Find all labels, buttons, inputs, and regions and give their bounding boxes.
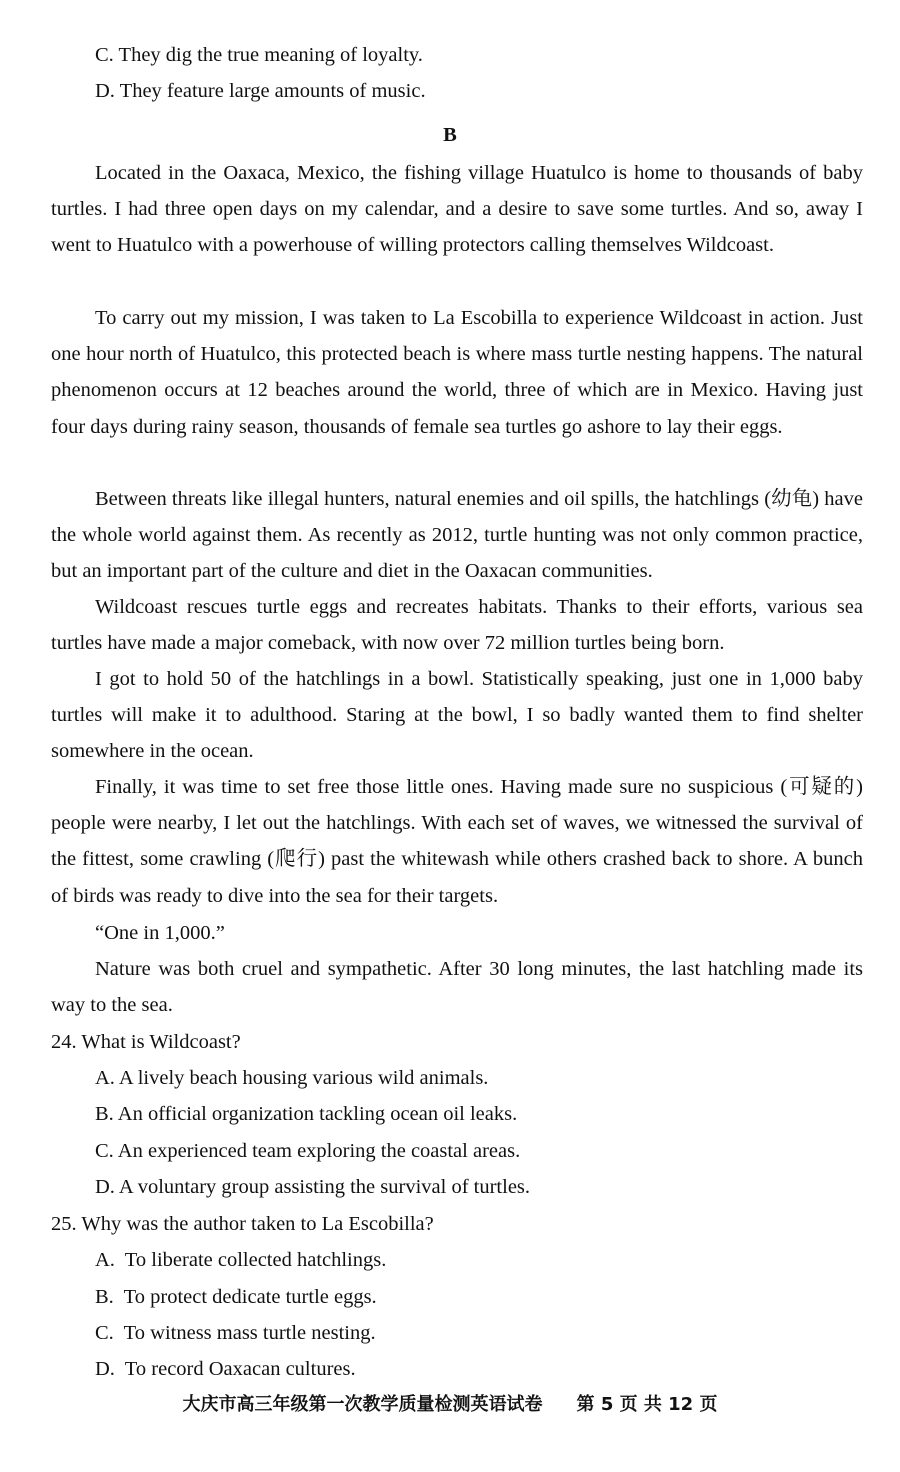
page-number: 第 5 页 共 12 页	[576, 1394, 718, 1415]
page-footer	[0, 1390, 900, 1420]
question-24-option-a: A. A lively beach housing various wild animals.	[95, 1067, 489, 1089]
passage-paragraph-7: “One in 1,000.”	[95, 922, 225, 944]
passage-paragraph-3: Between threats like illegal hunters, natural enemies and oil spills, the hatchlings (幼龟) have the whole world against them. As recently as 2012, turtle hunting was not only common practice, but an important part of the culture and diet in the Oaxacan communities.	[51, 488, 863, 583]
passage-paragraph-8: Nature was both cruel and sympathetic. After 30 long minutes, the last hatchling made its way to the sea.	[51, 958, 863, 1017]
passage-paragraph-2: To carry out my mission, I was taken to La Escobilla to experience Wildcoast in action. Just one hour north of Huatulco, this protected beach is where mass turtle nesting happens. The natural phenomenon occurs at 12 beaches around the world, three of which are in Mexico. Having just four days during rainy season, thousands of female sea turtles go ashore to lay their eggs.	[51, 307, 863, 438]
prev-question-option-d: D. They feature large amounts of music.	[95, 80, 426, 102]
passage-paragraph-1: Located in the Oaxaca, Mexico, the fishing village Huatulco is home to thousands of baby turtles. I had three open days on my calendar, and a desire to save some turtles. And so, away I went to Huatulco with a powerhouse of willing protectors calling themselves Wildcoast.	[51, 162, 863, 257]
question-25-option-d: D. To record Oaxacan cultures.	[95, 1358, 356, 1380]
question-25-stem: 25. Why was the author taken to La Escobilla?	[51, 1213, 434, 1235]
question-24-option-b: B. An official organization tackling ocean oil leaks.	[95, 1103, 518, 1125]
question-24-option-c: C. An experienced team exploring the coastal areas.	[95, 1140, 521, 1162]
exam-title: 大庆市高三年级第一次教学质量检测英语试卷	[182, 1394, 543, 1415]
passage-paragraph-6: Finally, it was time to set free those little ones. Having made sure no suspicious (可疑的) people were nearby, I let out the hatchlings. With each set of waves, we witnessed the survival of the fittest, some crawling (爬行) past the whitewash while others crashed back to shore. A bunch of birds was ready to dive into the sea for their targets.	[51, 776, 863, 907]
question-25-option-c: C. To witness mass turtle nesting.	[95, 1322, 376, 1344]
question-24-option-d: D. A voluntary group assisting the survival of turtles.	[95, 1176, 531, 1198]
passage-paragraph-5: I got to hold 50 of the hatchlings in a bowl. Statistically speaking, just one in 1,000 baby turtles will make it to adulthood. Staring at the bowl, I so badly wanted them to find shelter somewhere in the ocean.	[51, 668, 863, 763]
section-title: B	[443, 124, 457, 146]
prev-question-option-c: C. They dig the true meaning of loyalty.	[95, 44, 423, 66]
question-25-option-a: A. To liberate collected hatchlings.	[95, 1249, 387, 1271]
question-24-stem: 24. What is Wildcoast?	[51, 1031, 241, 1053]
question-25-option-b: B. To protect dedicate turtle eggs.	[95, 1286, 377, 1308]
passage-paragraph-4: Wildcoast rescues turtle eggs and recreates habitats. Thanks to their efforts, various sea turtles have made a major comeback, with now over 72 million turtles being born.	[51, 596, 863, 655]
